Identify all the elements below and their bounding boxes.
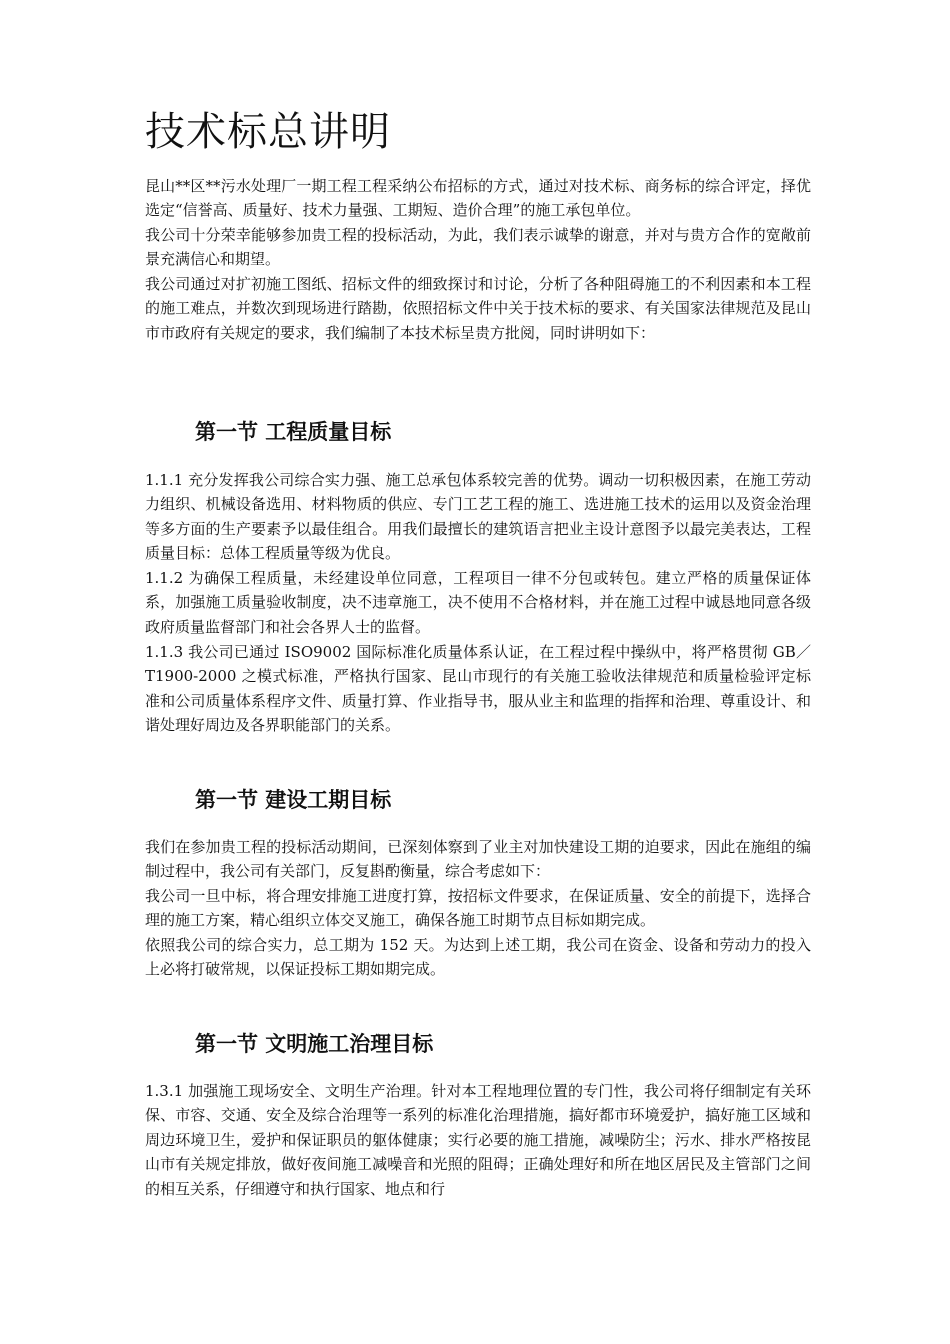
intro-paragraph-3: 我公司通过对扩初施工图纸、招标文件的细致探讨和讨论，分析了各种阻碍施工的不利因素和本工程的施工难点，并数次到现场进行踏勘，依照招标文件中关于技术标的要求、有关国家法律规范及昆山市市政府有关规定的要求，我们编制了本技术标呈贵方批阅，同时讲明如下：: [145, 275, 811, 342]
intro-paragraph-1: 昆山**区**污水处理厂一期工程工程采纳公布招标的方式，通过对技术标、商务标的综合评定，择优选定“信誉高、质量好、技术力量强、工期短、造价合理”的施工承包单位。: [145, 177, 811, 220]
intro-paragraph-2: 我公司十分荣幸能够参加贵工程的投标活动，为此，我们表示诚挚的谢意，并对与贵方合作的宽敞前景充满信心和期望。: [145, 226, 811, 269]
schedule-paragraph-1: 我们在参加贵工程的投标活动期间，已深刻体察到了业主对加快建设工期的迫要求，因此在施组的编制过程中，我公司有关部门，反复斟酌衡量，综合考虑如下：: [145, 838, 811, 881]
section-heading-civilized: 第一节 文明施工治理目标: [195, 1032, 434, 1056]
quality-paragraph-1: 1.1.1 充分发挥我公司综合实力强、施工总承包体系较完善的优势。调动一切积极因素，在施工劳动力组织、机械设备选用、材料物质的供应、专门工艺工程的施工、选进施工技术的运用以及资金治理等多方面的生产要素予以最佳组合。用我们最擅长的建筑语言把业主设计意图予以最完美表达，工程质量目标：总体工程质量等级为优良。: [145, 471, 811, 563]
quality-paragraph-2: 1.1.2 为确保工程质量，未经建设单位同意，工程项目一律不分包或转包。建立严格的质量保证体系，加强施工质量验收制度，决不违章施工，决不使用不合格材料，并在施工过程中诚恳地同意各级政府质量监督部门和社会各界人士的监督。: [145, 569, 811, 636]
schedule-paragraph-3: 依照我公司的综合实力，总工期为 152 天。为达到上述工期，我公司在资金、设备和劳动力的投入上必将打破常规，以保证投标工期如期完成。: [145, 936, 811, 979]
quality-paragraph-3: 1.1.3 我公司已通过 ISO9002 国际标准化质量体系认证，在工程过程中操纵中，将严格贯彻 GB／T1900-2000 之模式标准，严格执行国家、昆山市现行的有关施工验收法律规范和质量检验评定标准和公司质量体系程序文件、质量打算、作业指导书，服从业主和监理的指挥和治理、尊重设计、和谐处理好周边及各界职能部门的关系。: [145, 643, 811, 735]
document-title: 技术标总讲明: [145, 109, 391, 155]
section-heading-schedule: 第一节 建设工期目标: [195, 788, 392, 812]
civilized-paragraph-1: 1.3.1 加强施工现场安全、文明生产治理。针对本工程地理位置的专门性，我公司将仔细制定有关环保、市容、交通、安全及综合治理等一系列的标准化治理措施，搞好都市环境爱护，搞好施工区域和周边环境卫生，爱护和保证职员的躯体健康；实行必要的施工措施，减噪防尘；污水、排水严格按昆山市有关规定排放，做好夜间施工减噪音和光照的阻碍；正确处理好和所在地区居民及主管部门之间的相互关系，仔细遵守和执行国家、地点和行: [145, 1082, 811, 1198]
schedule-paragraph-2: 我公司一旦中标，将合理安排施工进度打算，按招标文件要求，在保证质量、安全的前提下，选择合理的施工方案，精心组织立体交叉施工，确保各施工时期节点目标如期完成。: [145, 887, 811, 930]
section-heading-quality: 第一节 工程质量目标: [195, 420, 392, 444]
